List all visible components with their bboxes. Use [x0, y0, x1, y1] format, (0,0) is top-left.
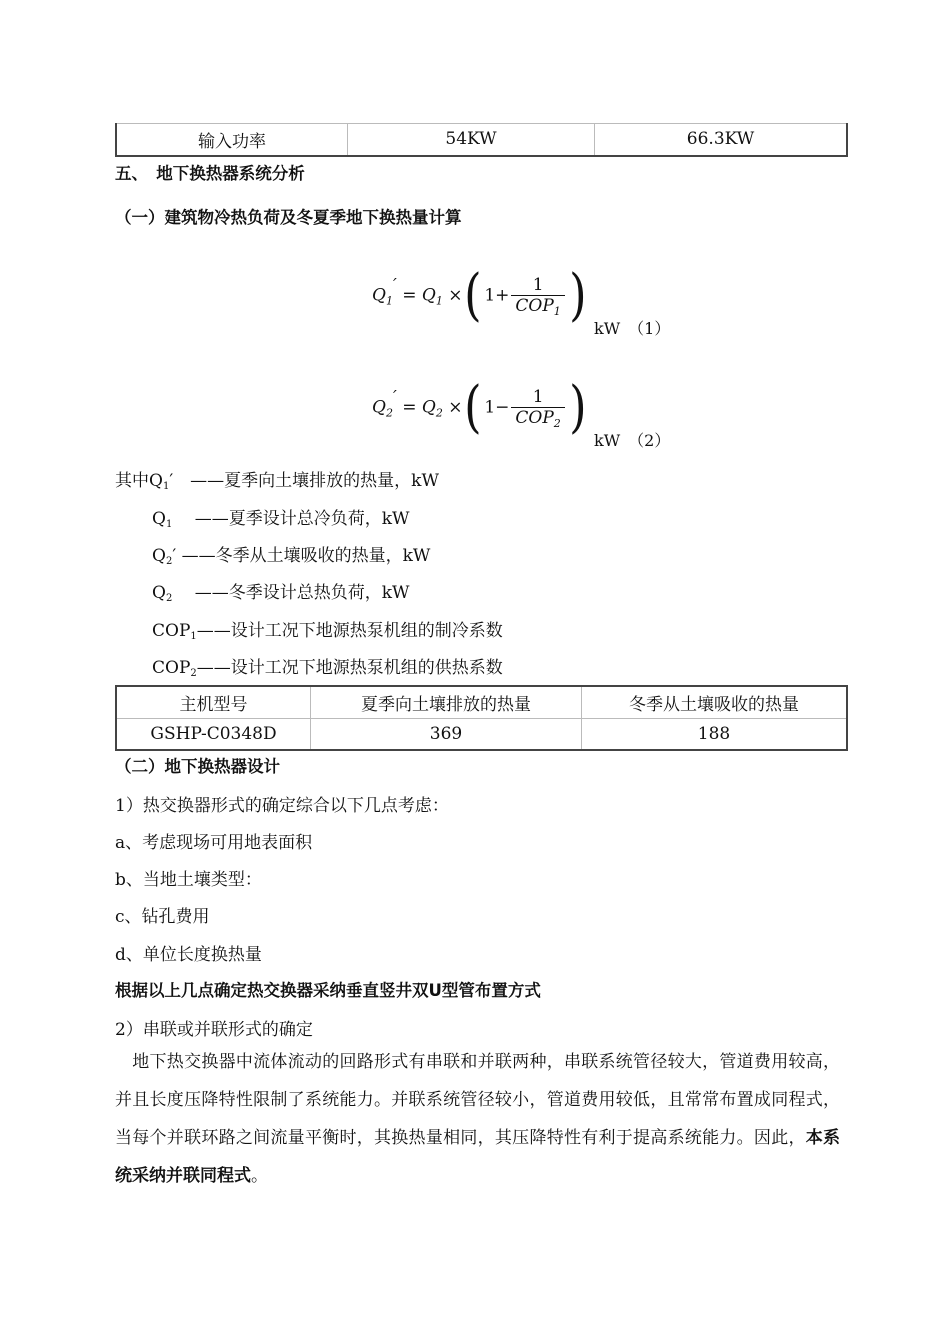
input-power-table: [115, 123, 848, 157]
input-power-winter: 66.3KW: [595, 124, 848, 156]
formula-2-unit: kW （2）: [594, 431, 671, 450]
design-point: a、考虑现场可用地表面积: [115, 833, 313, 853]
definition-item: Q2 ——冬季设计总热负荷，kW: [152, 583, 410, 604]
subsection-1-title: （一）建筑物冷热负荷及冬夏季地下换热量计算: [115, 208, 462, 227]
table-cell: 188: [582, 718, 848, 750]
definition-item: COP2——设计工况下地源热泵机组的供热系数: [152, 658, 503, 679]
formula-2: $Q_2' = Q_2$ ×( 1− $\frac{1}{COP_2}$ ): [372, 375, 587, 440]
input-power-summer: 54KW: [348, 124, 595, 156]
definition-item: 其中Q1′ ——夏季向土壤排放的热量，kW: [115, 471, 439, 492]
design-point: 1）热交换器形式的确定综合以下几点考虑：: [115, 796, 449, 816]
design-point: c、钻孔费用: [115, 907, 210, 927]
table-header: 冬季从土壤吸收的热量: [582, 686, 848, 718]
definition-item: COP1——设计工况下地源热泵机组的制冷系数: [152, 621, 503, 642]
table-cell: GSHP-C0348D: [116, 718, 311, 750]
conclusion-text: 根据以上几点确定热交换器采纳垂直竖井双U型管布置方式: [115, 981, 541, 1000]
input-power-label: 输入功率: [116, 124, 348, 156]
definition-item: Q1 ——夏季设计总冷负荷，kW: [152, 509, 410, 530]
body-paragraph: 地下热交换器中流体流动的回路形式有串联和并联两种，串联系统管径较大，管道费用较高，并且长度压降特性限制了系统能力。并联系统管径较小，管道费用较低，且常常布置成同程式，当每个并联环路之间流量平衡时，其换热量相同，其压降特性有利于提高系统能力。因此，本系统采纳并联同程式。: [115, 1052, 841, 1186]
heat-exchange-table: [115, 685, 848, 751]
table-header: 主机型号: [116, 686, 311, 718]
definition-item: Q2′ ——冬季从土壤吸收的热量，kW: [152, 546, 431, 567]
item-2-heading: 2）串联或并联形式的确定: [115, 1020, 313, 1040]
design-point: d、单位长度换热量: [115, 945, 262, 965]
table-cell: 369: [311, 718, 582, 750]
design-point: b、当地土壤类型：: [115, 870, 262, 890]
section-5-title: 五、 地下换热器系统分析: [115, 164, 305, 183]
formula-1-unit: kW （1）: [594, 319, 671, 338]
table-header: 夏季向土壤排放的热量: [311, 686, 582, 718]
formula-1: $Q_1' = Q_1$ ×( 1+ $\frac{1}{COP_1}$ ): [372, 263, 587, 328]
subsection-2-title: （二）地下换热器设计: [115, 757, 280, 776]
